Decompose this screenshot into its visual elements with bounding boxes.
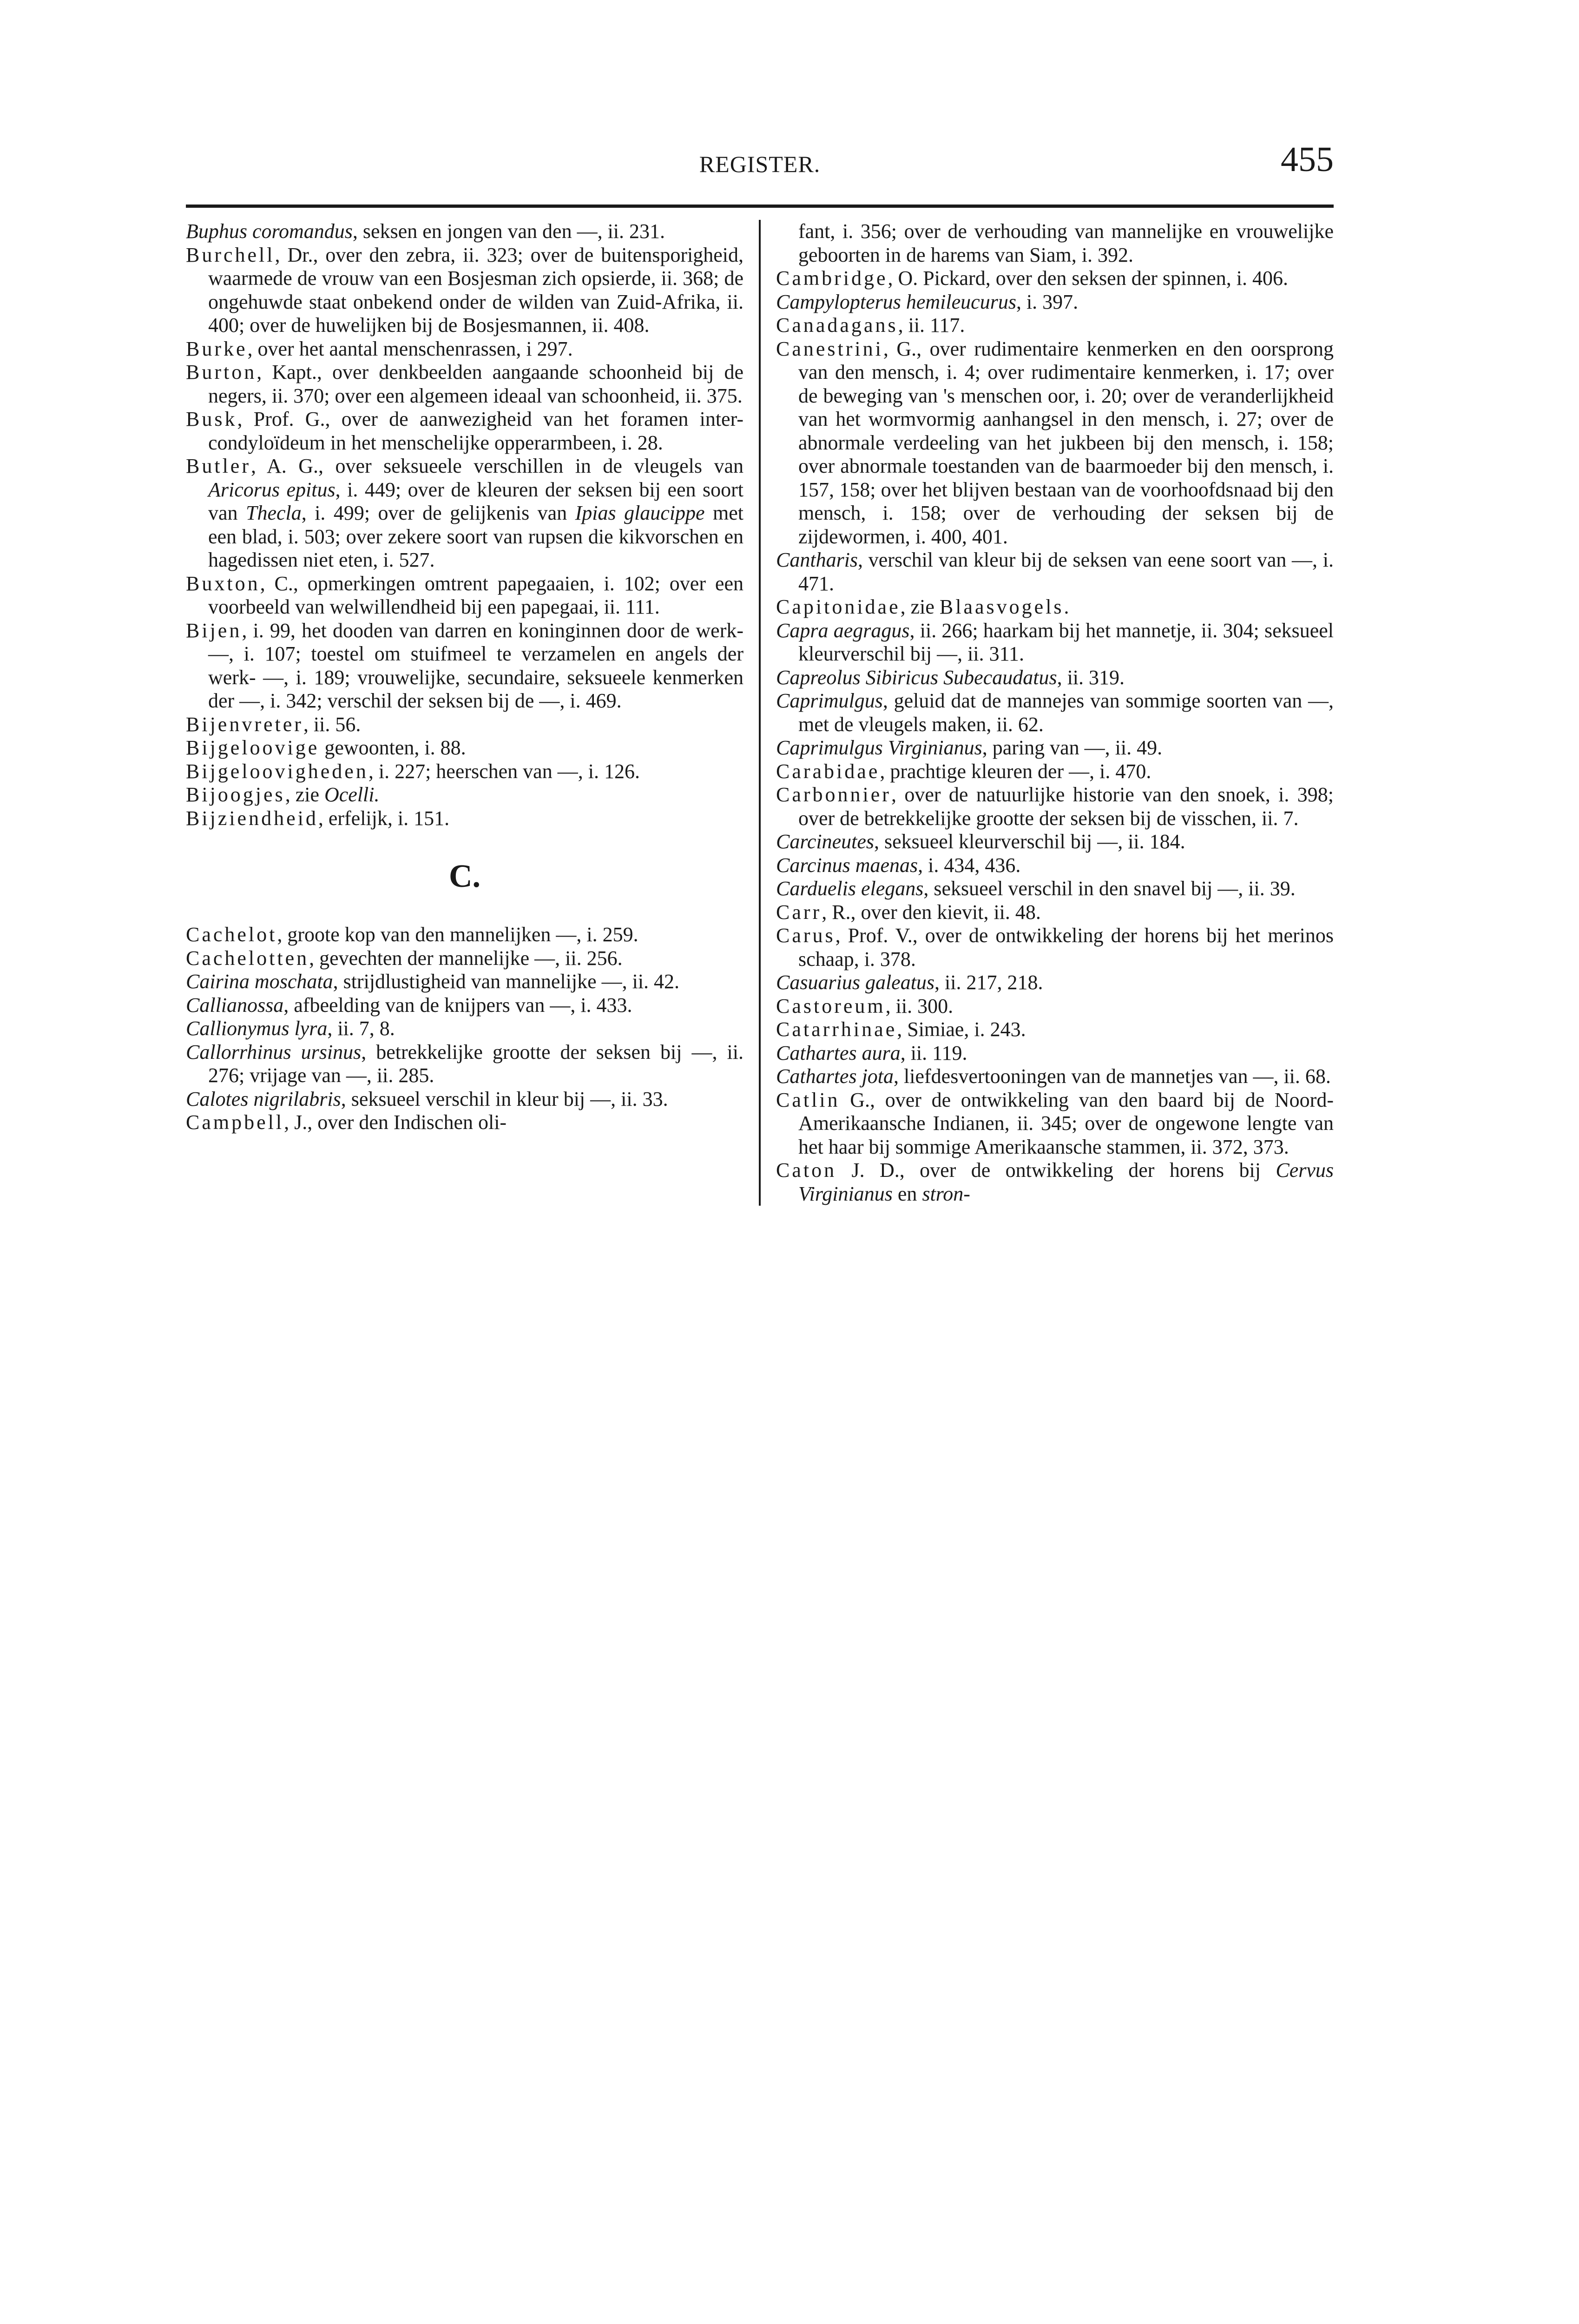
c-entries	[186, 923, 743, 1135]
entry-text: , Prof. G., over de aanwezigheid van het foramen inter-condyloïdeum in het menschelijke opperarmbeen, i. 28.	[208, 408, 743, 454]
c-entries-continued	[776, 220, 1334, 1206]
entry-headword: Callianossa	[186, 993, 284, 1017]
entry-headword: Burton	[186, 361, 257, 383]
entry-headword: Bijgeloovigheden	[186, 759, 368, 783]
entry-text: gewoonten, i. 88.	[319, 736, 466, 759]
index-entry	[186, 361, 743, 408]
entry-text: , seksueel verschil in den snavel bij —, ii. 39.	[923, 877, 1296, 900]
entry-italic-term: Ipias glaucippe	[575, 502, 705, 524]
entry-headword: Capitonidae	[776, 595, 901, 618]
entry-headword: Cathartes jota	[776, 1065, 894, 1088]
section-letter: C.	[448, 858, 481, 894]
entry-text: , Dr., over den zebra, ii. 323; over de buitensporigheid, waarmede de vrouw van een Bosjesman zich opsierde, ii. 368; de ongehuwde staat onbekend onder de wilden van Zuid-Afrika, ii. 400; over de huwelijken bij de Bosjesmannen, ii. 408.	[208, 243, 743, 337]
entry-text: , seksueel kleurverschil bij —, ii. 184.	[874, 830, 1185, 853]
entry-text: , verschil van kleur bij de seksen van eene soort van —, i. 471.	[798, 548, 1334, 595]
column-divider	[759, 220, 761, 1206]
entry-headword: Caprimulgus Virginianus	[776, 736, 982, 759]
entry-text: , liefdesvertooningen van de mannetjes van —, ii. 68.	[894, 1065, 1331, 1088]
entry-headword: Cambridge	[776, 267, 888, 290]
entry-italic-term: Thecla	[245, 502, 302, 524]
page-number: 455	[1281, 140, 1334, 179]
entry-text: , over de natuurlijke historie van den snoek, i. 398; over de betrekkelijke grootte der seksen bij de visschen, ii. 7.	[798, 783, 1334, 830]
entry-text: , prachtige kleuren der —, i. 470.	[880, 759, 1151, 783]
index-entry	[776, 267, 1334, 290]
index-entry	[186, 1017, 743, 1041]
entry-text: , R., over den kievit, ii. 48.	[822, 900, 1041, 924]
entry-headword: Cantharis	[776, 548, 858, 571]
entry-text: , ii. 319.	[1057, 666, 1125, 689]
index-entry	[186, 572, 743, 619]
entry-text: G., over de ontwikkeling van den baard bij de Noord-Amerikaansche Indianen, ii. 345; over de ongewone lengte van het haar bij sommige Amerikaansche stammen, ii. 372, 373.	[798, 1088, 1334, 1158]
entry-headword: Carus	[776, 924, 836, 947]
entry-text: fant, i. 356; over de verhouding van mannelijke en vrouwelijke geboorten in de harems van Siam, i. 392.	[798, 220, 1334, 266]
index-entry	[776, 901, 1334, 924]
index-entry	[776, 995, 1334, 1018]
entry-text: , groote kop van den mannelijken —, i. 259.	[277, 923, 638, 946]
entry-text: met een blad, i. 503; over zekere soort van rupsen die kikvorschen en hagedissen niet eten, i. 527.	[208, 502, 743, 571]
entry-headword: Busk	[186, 408, 237, 430]
entry-text: J. D., over de ontwikkeling der horens bij	[836, 1159, 1276, 1182]
index-entry	[186, 807, 743, 831]
index-entry	[186, 455, 743, 572]
entry-headword: Callionymus lyra	[186, 1017, 328, 1040]
entry-headword: Catlin	[776, 1088, 840, 1111]
entry-text: , O. Pickard, over den seksen der spinnen, i. 406.	[888, 267, 1288, 290]
entry-text: , G., over rudimentaire kenmerken en den oorsprong van den mensch, i. 4; over rudimentaire kenmerken, i. 17; over de beweging van 's menschen oor, i. 20; over de veranderlijkheid van het wormvormig aanhangsel in den mensch, i. 27; over de abnormale verdeeling van het jukbeen bij den mensch, i. 158; over abnormale toestanden van de baarmoeder bij den mensch, i. 157, 158; over het blijven bestaan van de voorhoofdsnaad bij den mensch, i. 158; over de verhouding der seksen bij de zijdewormen, i. 400, 401.	[798, 337, 1334, 548]
index-entry	[776, 1042, 1334, 1065]
entry-headword: Caprimulgus	[776, 689, 883, 712]
entry-headword: Butler	[186, 455, 251, 477]
entry-text: , zie	[900, 595, 940, 618]
right-column	[776, 220, 1334, 1206]
index-entry	[776, 548, 1334, 595]
entry-headword: Carduelis elegans	[776, 877, 924, 900]
entry-text: en	[892, 1182, 922, 1205]
entry-text: , paring van —, ii. 49.	[982, 736, 1163, 759]
entry-headword: Castoreum	[776, 994, 886, 1017]
index-entry	[776, 924, 1334, 971]
index-entry	[776, 337, 1334, 549]
index-entry	[776, 290, 1334, 314]
entry-headword: Cathartes aura	[776, 1041, 901, 1064]
entry-headword: Burchell	[186, 243, 275, 266]
entry-text: , ii. 7, 8.	[327, 1017, 395, 1040]
index-entry	[186, 1041, 743, 1088]
page-header	[186, 139, 1334, 205]
entry-headword: Buphus coromandus	[186, 220, 353, 243]
entry-text: , gevechten der mannelijke —, ii. 256.	[309, 946, 623, 970]
entry-headword: Casuarius galeatus	[776, 971, 935, 994]
entry-text: , A. G., over seksueele verschillen in de vleugels van	[250, 455, 743, 477]
entry-text: , ii. 300.	[885, 994, 954, 1017]
entry-italic-term: Aricorus epitus	[208, 478, 336, 501]
entry-headword: Cairina moschata	[186, 970, 333, 993]
index-entry	[776, 314, 1334, 337]
entry-headword: Capra aegragus	[776, 619, 910, 642]
index-entry	[186, 713, 743, 737]
entry-headword: Bijoogjes	[186, 783, 285, 806]
entry-headword: Bijziendheid	[186, 806, 318, 830]
index-entry	[776, 854, 1334, 878]
index-entry	[776, 1089, 1334, 1159]
entry-headword: Canestrini	[776, 337, 883, 360]
entry-text: , i. 227; heerschen van —, i. 126.	[368, 759, 640, 783]
index-entry	[776, 595, 1334, 619]
index-entry	[776, 1159, 1334, 1206]
entry-text: , i. 397.	[1016, 290, 1079, 313]
entry-headword: Cachelot	[186, 923, 277, 946]
entry-headword: Catarrhinae	[776, 1018, 897, 1041]
entry-cross-reference: Blaasvogels.	[939, 595, 1072, 618]
entry-italic-term: stron-	[922, 1182, 970, 1205]
entry-headword: Burke	[186, 337, 248, 360]
entry-text: , seksueel verschil in kleur bij —, ii. 33.	[341, 1087, 668, 1110]
entry-headword: Canadagans	[776, 314, 898, 337]
index-columns	[186, 220, 1334, 1206]
index-entry	[186, 783, 743, 807]
entry-text: , ii. 56.	[303, 713, 361, 736]
entry-headword: Carr	[776, 900, 822, 924]
entry-text: , ii. 266; haarkam bij het mannetje, ii. 304; seksueel kleurverschil bij —, ii. 311.	[798, 619, 1334, 665]
index-entry	[186, 337, 743, 361]
entry-text: , Kapt., over denkbeelden aangaande schoonheid bij de negers, ii. 370; over een algemeen ideaal van schoonheid, ii. 375.	[208, 361, 743, 407]
index-entry	[776, 666, 1334, 690]
entry-headword: Carcineutes	[776, 830, 874, 853]
index-entry	[776, 783, 1334, 830]
entry-text: , i. 449; over de kleuren der seksen bij een soort van	[208, 478, 744, 524]
entry-text: , ii. 119.	[900, 1041, 967, 1064]
index-entry	[186, 923, 743, 947]
left-column	[186, 220, 743, 1206]
entry-headword: Campylopterus hemileucurus	[776, 290, 1016, 313]
index-entry	[186, 1111, 743, 1135]
index-entry	[186, 736, 743, 760]
b-entries	[186, 220, 743, 830]
entry-headword: Buxton	[186, 572, 260, 595]
entry-italic-term: Ocelli.	[324, 783, 380, 806]
index-entry	[776, 619, 1334, 666]
entry-headword: Callorrhinus ursinus	[186, 1040, 362, 1063]
entry-text: , Prof. V., over de ontwikkeling der horens bij het merinos schaap, i. 378.	[798, 924, 1334, 971]
index-entry	[186, 970, 743, 994]
entry-italic-term: Cervus Virginianus	[798, 1159, 1334, 1205]
index-entry	[776, 689, 1334, 736]
entry-text: , i. 434, 436.	[918, 853, 1021, 877]
entry-text: , J., over den Indischen oli-	[284, 1111, 507, 1134]
entry-headword: Bijen	[186, 619, 242, 642]
entry-headword: Carbonnier	[776, 783, 891, 806]
index-entry	[186, 760, 743, 784]
running-title: REGISTER.	[699, 151, 821, 177]
index-entry	[776, 830, 1334, 854]
entry-text: , i. 499; over de gelijkenis van	[301, 502, 575, 524]
entry-text: , seksen en jongen van den —, ii. 231.	[352, 220, 665, 243]
entry-headword: Bijenvreter	[186, 713, 303, 736]
index-entry	[186, 1088, 743, 1111]
header-rule	[186, 205, 1334, 208]
entry-text: , geluid dat de mannejes van sommige soorten van —, met de vleugels maken, ii. 62.	[798, 689, 1334, 736]
entry-text: , zie	[285, 783, 324, 806]
index-entry	[186, 244, 743, 337]
index-entry	[776, 877, 1334, 901]
entry-headword: Capreolus Sibiricus Subecaudatus	[776, 666, 1057, 689]
index-entry	[186, 994, 743, 1017]
entry-text: , ii. 217, 218.	[934, 971, 1043, 994]
index-entry	[776, 1018, 1334, 1042]
entry-text: , ii. 117.	[898, 314, 965, 337]
entry-headword: Carcinus maenas	[776, 853, 918, 877]
entry-text: , afbeelding van de knijpers van —, i. 433.	[283, 993, 632, 1017]
index-entry	[186, 619, 743, 713]
index-entry	[776, 971, 1334, 995]
entry-text: , Simiae, i. 243.	[897, 1018, 1026, 1041]
index-entry	[776, 220, 1334, 267]
entry-headword: Cachelotten	[186, 946, 309, 970]
entry-text: , C., opmerkingen omtrent papegaaien, i. 102; over een voorbeeld van welwillendheid bij een papegaai, ii. 111.	[208, 572, 743, 618]
entry-text: , strijdlustigheid van mannelijke —, ii. 42.	[333, 970, 680, 993]
index-entry	[776, 760, 1334, 784]
entry-text: , erfelijk, i. 151.	[318, 806, 450, 830]
entry-text: , i. 99, het dooden van darren en koninginnen door de werk- —, i. 107; toestel om stuifmeel te verzamelen en angels der werk- —, i. 189; vrouwelijke, secundaire, seksueele kenmerken der —, i. 342; verschil der seksen bij de —, i. 469.	[208, 619, 743, 712]
entry-text: , betrekkelijke grootte der seksen bij —, ii. 276; vrijage van —, ii. 285.	[208, 1040, 743, 1087]
index-entry	[776, 736, 1334, 760]
entry-headword: Carabidae	[776, 759, 880, 783]
index-entry	[186, 947, 743, 971]
entry-headword: Caton	[776, 1159, 837, 1182]
entry-headword: Calotes nigrilabris	[186, 1087, 341, 1110]
index-entry	[186, 220, 743, 244]
entry-headword: Campbell	[186, 1111, 284, 1134]
entry-headword: Bijgeloovige	[186, 736, 320, 759]
index-entry	[186, 408, 743, 455]
index-entry	[776, 1065, 1334, 1089]
entry-text: , over het aantal menschenrassen, i 297.	[247, 337, 573, 360]
